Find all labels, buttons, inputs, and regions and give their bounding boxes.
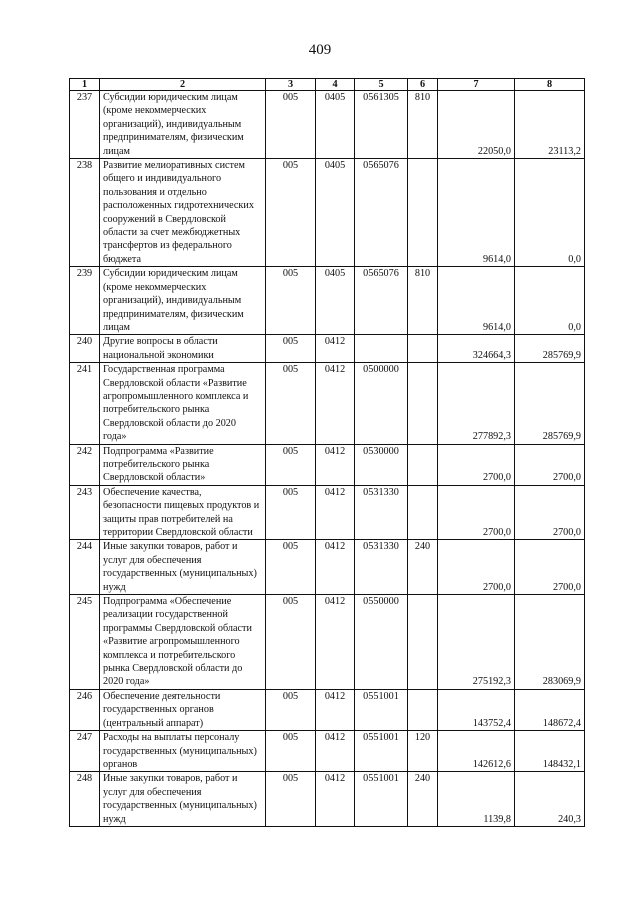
target-article-code: 0561305 xyxy=(355,91,408,159)
amount-year-2: 2700,0 xyxy=(515,485,585,540)
table-row xyxy=(70,444,585,485)
row-number: 237 xyxy=(70,91,100,159)
ministry-code: 005 xyxy=(266,91,316,159)
amount-year-2: 2700,0 xyxy=(515,540,585,595)
target-article-code: 0565076 xyxy=(355,267,408,335)
row-number: 241 xyxy=(70,363,100,444)
column-header: 2 xyxy=(100,79,266,91)
amount-year-1: 143752,4 xyxy=(438,689,515,730)
row-number: 238 xyxy=(70,159,100,267)
table-row xyxy=(70,689,585,730)
target-article-code: 0550000 xyxy=(355,595,408,690)
amount-year-1: 1139,8 xyxy=(438,772,515,827)
amount-year-1: 142612,6 xyxy=(438,731,515,772)
row-number: 247 xyxy=(70,731,100,772)
table-row xyxy=(70,595,585,690)
amount-year-2: 0,0 xyxy=(515,159,585,267)
table-row xyxy=(70,540,585,595)
column-header: 8 xyxy=(515,79,585,91)
row-name: Иные закупки товаров, работ и услуг для обеспечения государственных (муниципальных) нужд xyxy=(100,540,266,595)
row-name: Иные закупки товаров, работ и услуг для обеспечения государственных (муниципальных) нужд xyxy=(100,772,266,827)
table-row xyxy=(70,731,585,772)
ministry-code: 005 xyxy=(266,689,316,730)
table-row xyxy=(70,267,585,335)
row-name: Другие вопросы в области национальной экономики xyxy=(100,335,266,363)
ministry-code: 005 xyxy=(266,595,316,690)
row-name: Обеспечение качества, безопасности пищевых продуктов и защиты прав потребителей на территории Свердловской области xyxy=(100,485,266,540)
expense-type-code: 810 xyxy=(408,267,438,335)
target-article-code: 0531330 xyxy=(355,540,408,595)
amount-year-2: 148432,1 xyxy=(515,731,585,772)
section-code: 0412 xyxy=(316,485,355,540)
row-name: Развитие мелиоративных систем общего и индивидуального пользования и отдельно расположенных гидротехнических сооружений в Свердловской области за счет межбюджетных трансфертов из федерального бюджета xyxy=(100,159,266,267)
row-number: 245 xyxy=(70,595,100,690)
ministry-code: 005 xyxy=(266,444,316,485)
section-code: 0405 xyxy=(316,159,355,267)
row-name: Подпрограмма «Обеспечение реализации государственной программы Свердловской области «Развитие агропромышленного комплекса и потребительского рынка Свердловской области до 2020 года» xyxy=(100,595,266,690)
budget-table xyxy=(69,78,585,827)
expense-type-code xyxy=(408,363,438,444)
expense-type-code xyxy=(408,595,438,690)
expense-type-code xyxy=(408,159,438,267)
column-header: 3 xyxy=(266,79,316,91)
section-code: 0412 xyxy=(316,444,355,485)
amount-year-2: 283069,9 xyxy=(515,595,585,690)
table-row xyxy=(70,363,585,444)
ministry-code: 005 xyxy=(266,335,316,363)
row-number: 239 xyxy=(70,267,100,335)
section-code: 0412 xyxy=(316,335,355,363)
column-header: 4 xyxy=(316,79,355,91)
row-number: 244 xyxy=(70,540,100,595)
row-name: Субсидии юридическим лицам (кроме некоммерческих организаций), индивидуальным предпринимателям, физическим лицам xyxy=(100,267,266,335)
row-number: 240 xyxy=(70,335,100,363)
target-article-code: 0551001 xyxy=(355,772,408,827)
column-header: 5 xyxy=(355,79,408,91)
ministry-code: 005 xyxy=(266,485,316,540)
target-article-code xyxy=(355,335,408,363)
target-article-code: 0565076 xyxy=(355,159,408,267)
ministry-code: 005 xyxy=(266,159,316,267)
amount-year-2: 148672,4 xyxy=(515,689,585,730)
row-number: 242 xyxy=(70,444,100,485)
section-code: 0412 xyxy=(316,772,355,827)
ministry-code: 005 xyxy=(266,540,316,595)
row-name: Подпрограмма «Развитие потребительского рынка Свердловской области» xyxy=(100,444,266,485)
row-name: Расходы на выплаты персоналу государственных (муниципальных) органов xyxy=(100,731,266,772)
ministry-code: 005 xyxy=(266,731,316,772)
expense-type-code xyxy=(408,444,438,485)
target-article-code: 0530000 xyxy=(355,444,408,485)
amount-year-1: 324664,3 xyxy=(438,335,515,363)
page-number: 409 xyxy=(308,42,332,58)
amount-year-1: 22050,0 xyxy=(438,91,515,159)
amount-year-1: 2700,0 xyxy=(438,444,515,485)
row-name: Государственная программа Свердловской области «Развитие агропромышленного комплекса и потребительского рынка Свердловской области до 2020 года» xyxy=(100,363,266,444)
expense-type-code xyxy=(408,485,438,540)
section-code: 0412 xyxy=(316,731,355,772)
amount-year-2: 23113,2 xyxy=(515,91,585,159)
row-number: 248 xyxy=(70,772,100,827)
amount-year-1: 9614,0 xyxy=(438,159,515,267)
column-header: 1 xyxy=(70,79,100,91)
section-code: 0405 xyxy=(316,267,355,335)
amount-year-1: 275192,3 xyxy=(438,595,515,690)
table-row xyxy=(70,485,585,540)
ministry-code: 005 xyxy=(266,363,316,444)
amount-year-1: 277892,3 xyxy=(438,363,515,444)
row-name: Субсидии юридическим лицам (кроме некоммерческих организаций), индивидуальным предпринимателям, физическим лицам xyxy=(100,91,266,159)
expense-type-code xyxy=(408,335,438,363)
target-article-code: 0500000 xyxy=(355,363,408,444)
section-code: 0412 xyxy=(316,363,355,444)
row-name: Обеспечение деятельности государственных органов (центральный аппарат) xyxy=(100,689,266,730)
column-header: 7 xyxy=(438,79,515,91)
row-number: 243 xyxy=(70,485,100,540)
section-code: 0412 xyxy=(316,689,355,730)
amount-year-1: 2700,0 xyxy=(438,540,515,595)
section-code: 0405 xyxy=(316,91,355,159)
section-code: 0412 xyxy=(316,540,355,595)
header-row xyxy=(70,79,585,91)
target-article-code: 0551001 xyxy=(355,689,408,730)
target-article-code: 0531330 xyxy=(355,485,408,540)
expense-type-code xyxy=(408,689,438,730)
amount-year-2: 2700,0 xyxy=(515,444,585,485)
target-article-code: 0551001 xyxy=(355,731,408,772)
amount-year-2: 240,3 xyxy=(515,772,585,827)
amount-year-2: 0,0 xyxy=(515,267,585,335)
amount-year-1: 9614,0 xyxy=(438,267,515,335)
row-number: 246 xyxy=(70,689,100,730)
expense-type-code: 810 xyxy=(408,91,438,159)
table-row xyxy=(70,335,585,363)
amount-year-2: 285769,9 xyxy=(515,335,585,363)
table-row xyxy=(70,91,585,159)
expense-type-code: 120 xyxy=(408,731,438,772)
table-row xyxy=(70,159,585,267)
ministry-code: 005 xyxy=(266,267,316,335)
section-code: 0412 xyxy=(316,595,355,690)
ministry-code: 005 xyxy=(266,772,316,827)
amount-year-2: 285769,9 xyxy=(515,363,585,444)
table-row xyxy=(70,772,585,827)
expense-type-code: 240 xyxy=(408,772,438,827)
expense-type-code: 240 xyxy=(408,540,438,595)
column-header: 6 xyxy=(408,79,438,91)
amount-year-1: 2700,0 xyxy=(438,485,515,540)
